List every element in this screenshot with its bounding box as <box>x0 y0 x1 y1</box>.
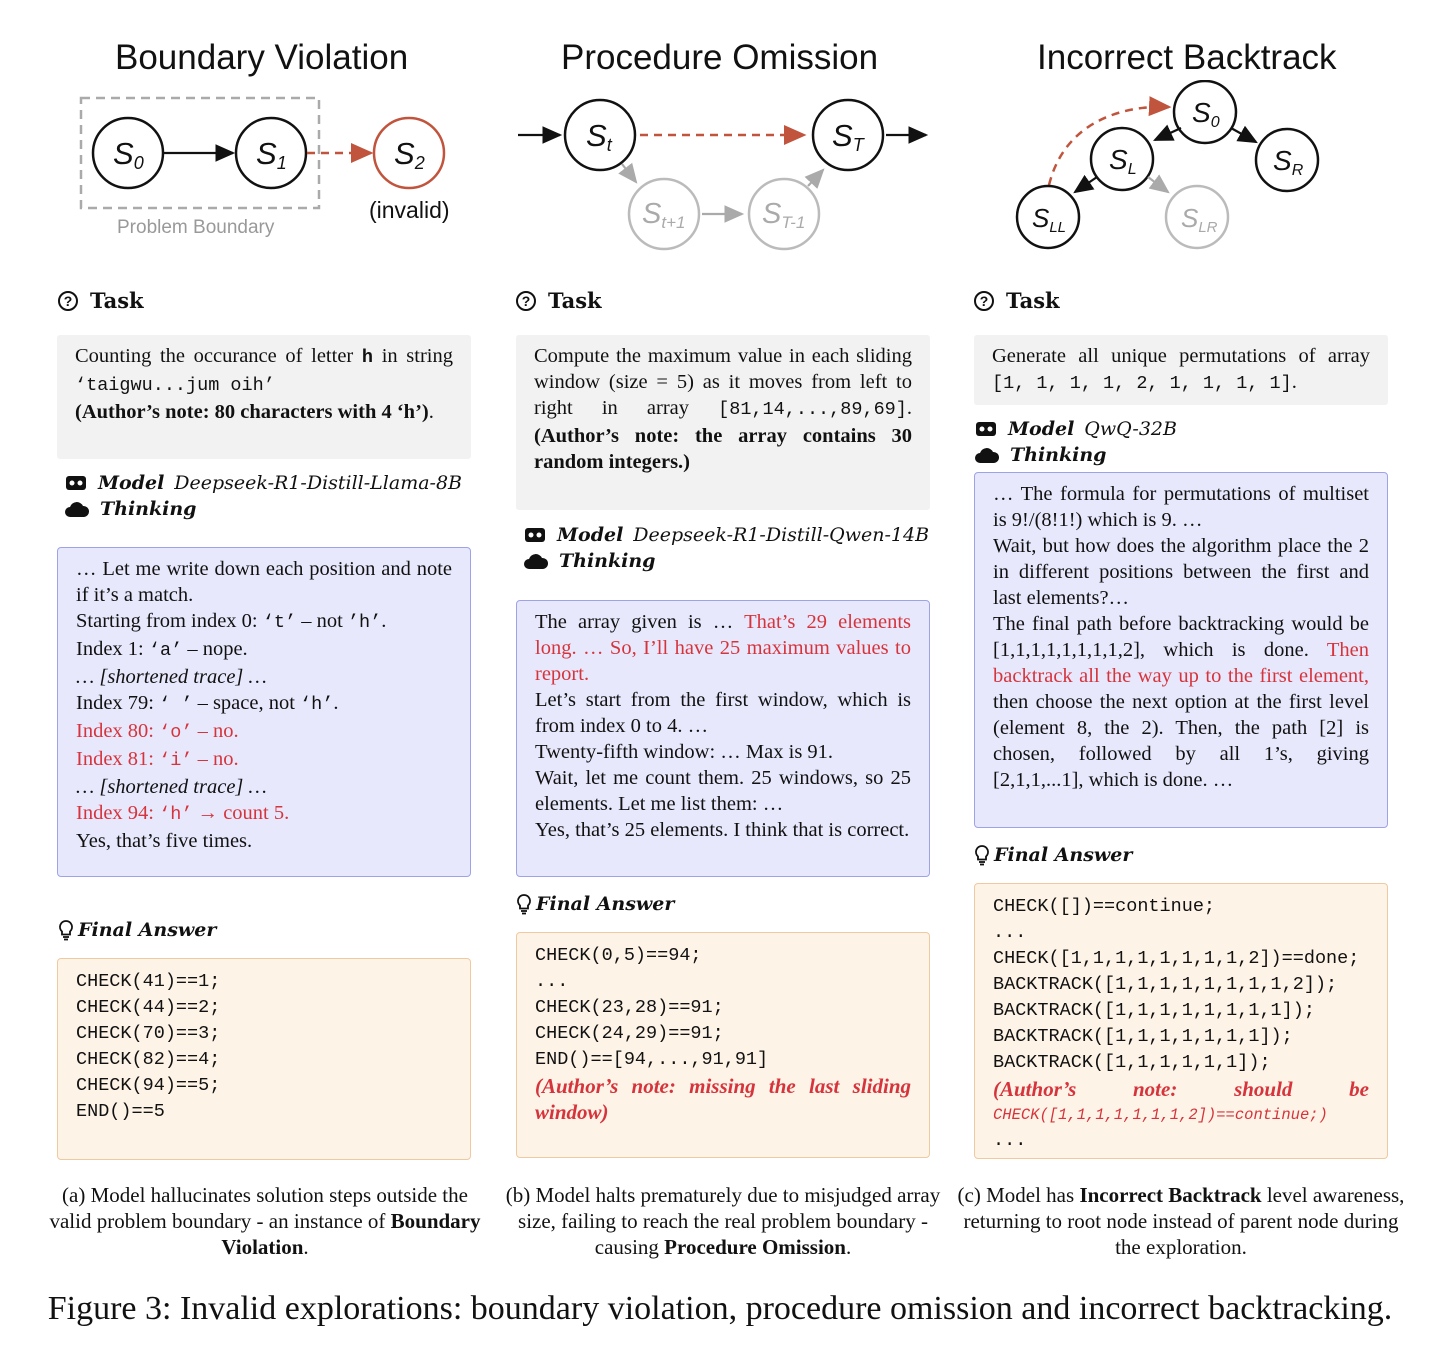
svg-text:S0: S0 <box>113 136 144 173</box>
answer-box-a <box>57 958 471 1160</box>
task-box-c: Generate all unique permutations of array [1, 1, 1, 1, 2, 1, 1, 1, 1]. <box>974 335 1388 405</box>
answer-line: CHECK(41)==1; <box>76 971 221 992</box>
thinking-box-a: … Let me write down each position and note if it’s a match. Starting from index 0: ‘t’ – not ’h’. Index 1: ‘a’ – nope. … [shortened trace] … Index 79: ‘ ’ – space, not ‘h’. Index 80: ‘o’ – no. Index 81: ‘i’ – no. … [shortened trace] … Index 94: ‘h’ → count 5. Yes, that’s five times. <box>57 547 471 877</box>
thinking-box-c: … The formula for permutations of multiset is 9!/(8!1!) which is 9. … Wait, but how does the algorithm place the 2 in different positions between the first and last elements?… The final path before backtracking would be [1,1,1,1,1,1,1,1,2], which is done. Then backtrack all the way up to the first element, then choose the next option at the first level (element 8, the 2). Then, the path [2] is chosen, followed by all 1’s, giving [2,1,1,...1], which is done. … <box>974 472 1388 828</box>
svg-text:ST: ST <box>832 118 864 155</box>
answer-line: CHECK(44)==2; <box>76 997 221 1018</box>
svg-text:SLL: SLL <box>1032 203 1067 236</box>
svg-text:St: St <box>586 118 612 155</box>
model-info-b: Model Deepseek-R1-Distill-Qwen-14B Thinking <box>523 522 929 574</box>
caption-a: (a) Model hallucinates solution steps outside the valid problem boundary - an instance of Boundary Violation. <box>49 1183 481 1259</box>
svg-text:SR: SR <box>1273 145 1304 179</box>
thinking-box-b: The array given is … That’s 29 elements long. … So, I’ll have 25 maximum values to report. Let’s start from the first window, which is from index 0 to 4. … Twenty-fifth window: … Max is 91. Wait, let me count them. 25 windows, so 25 elements. Let me list them: … Yes, that’s 25 elements. I think that is correct. <box>516 600 930 877</box>
cloud-icon <box>523 552 549 570</box>
robot-icon <box>523 526 547 544</box>
answer-note-b: (Author’s note: missing the last sliding window) <box>535 1074 911 1124</box>
diagram-procedure-omission <box>512 80 936 255</box>
edge-st-st1 <box>622 164 636 182</box>
diagram-incorrect-backtrack <box>1005 80 1330 255</box>
question-icon: ? <box>974 291 994 311</box>
svg-text:St+1: St+1 <box>642 198 686 232</box>
invalid-label: (invalid) <box>369 197 450 223</box>
final-answer-heading-a: Final Answer <box>58 917 216 943</box>
answer-line: ... <box>993 922 1027 943</box>
diagram-title-b: Procedure Omission <box>561 38 879 77</box>
edge-sL-sLL <box>1075 177 1097 192</box>
robot-icon <box>64 474 88 492</box>
svg-text:S1: S1 <box>256 136 287 173</box>
task-box-a: Counting the occurance of letter h in string ‘taigwu...jum oih’ (Author’s note: 80 characters with 4 ‘h’). <box>57 335 471 459</box>
caption-b: (b) Model halts prematurely due to misjudged array size, failing to reach the real problem boundary - causing Procedure Omission. <box>505 1183 941 1259</box>
answer-note-c: (Author’s note: should be <box>993 1077 1369 1101</box>
edge-sT1-sT <box>808 170 823 186</box>
edge-s0-sR <box>1231 128 1256 142</box>
svg-text:SLR: SLR <box>1181 203 1218 236</box>
caption-c: (c) Model has Incorrect Backtrack level awareness, returning to root node instead of parent node during the exploration. <box>957 1183 1405 1259</box>
answer-line: BACKTRACK([1,1,1,1,1,1,1]); <box>993 1026 1293 1047</box>
answer-line: CHECK(70)==3; <box>76 1023 221 1044</box>
cloud-icon <box>974 446 1000 464</box>
diagram-title-a: Boundary Violation <box>115 38 409 77</box>
answer-note-code-c: CHECK([1,1,1,1,1,1,1,2])==continue;) <box>993 1106 1328 1124</box>
answer-line: CHECK([])==continue; <box>993 896 1216 917</box>
task-heading-b: ? Task <box>516 288 602 313</box>
task-heading-c: ? Task <box>974 288 1060 313</box>
model-info-a: Model Deepseek-R1-Distill-Llama-8B Thinking <box>64 470 462 522</box>
diagram-boundary-violation <box>57 80 477 250</box>
answer-line: ... <box>535 971 569 992</box>
answer-line: CHECK(24,29)==91; <box>535 1023 724 1044</box>
figure-caption: Figure 3: Invalid explorations: boundary violation, procedure omission and incorrect backtracking. <box>47 1290 1393 1327</box>
answer-tail-c: ... <box>993 1130 1027 1151</box>
model-info-c: Model QwQ-32B Thinking <box>974 416 1177 468</box>
svg-text:ST-1: ST-1 <box>762 198 806 232</box>
answer-line: END()==5 <box>76 1101 165 1122</box>
edge-sL-sLR <box>1148 177 1168 192</box>
lightbulb-icon <box>58 919 74 941</box>
answer-line: CHECK(0,5)==94; <box>535 945 702 966</box>
lightbulb-icon <box>974 844 990 866</box>
question-icon: ? <box>58 291 78 311</box>
svg-text:S2: S2 <box>394 136 425 173</box>
lightbulb-icon <box>516 893 532 915</box>
task-heading-a: ? Task <box>58 288 144 313</box>
problem-boundary-label: Problem Boundary <box>117 217 275 238</box>
answer-line: BACKTRACK([1,1,1,1,1,1,1,1,2]); <box>993 974 1338 995</box>
svg-text:S0: S0 <box>1192 97 1220 131</box>
task-box-b: Compute the maximum value in each sliding window (size = 5) as it moves from left to right in array [81,14,...,89,69]. (Author’s note: the array contains 30 random integers.) <box>516 335 930 510</box>
answer-line: CHECK(94)==5; <box>76 1075 221 1096</box>
answer-line: BACKTRACK([1,1,1,1,1,1,1,1]); <box>993 1000 1315 1021</box>
question-icon: ? <box>516 291 536 311</box>
answer-line: END()==[94,...,91,91] <box>535 1049 769 1070</box>
answer-line: CHECK([1,1,1,1,1,1,1,1,2])==done; <box>993 948 1360 969</box>
answer-box-b <box>516 932 930 1158</box>
cloud-icon <box>64 500 90 518</box>
answer-line: CHECK(23,28)==91; <box>535 997 724 1018</box>
edge-s0-sL <box>1155 128 1181 140</box>
diagram-title-c: Incorrect Backtrack <box>1037 38 1337 77</box>
robot-icon <box>974 420 998 438</box>
answer-box-c <box>974 883 1388 1159</box>
svg-text:SL: SL <box>1109 144 1137 178</box>
answer-line: BACKTRACK([1,1,1,1,1,1]); <box>993 1052 1271 1073</box>
final-answer-heading-c: Final Answer <box>974 842 1132 868</box>
answer-line: CHECK(82)==4; <box>76 1049 221 1070</box>
final-answer-heading-b: Final Answer <box>516 891 674 917</box>
